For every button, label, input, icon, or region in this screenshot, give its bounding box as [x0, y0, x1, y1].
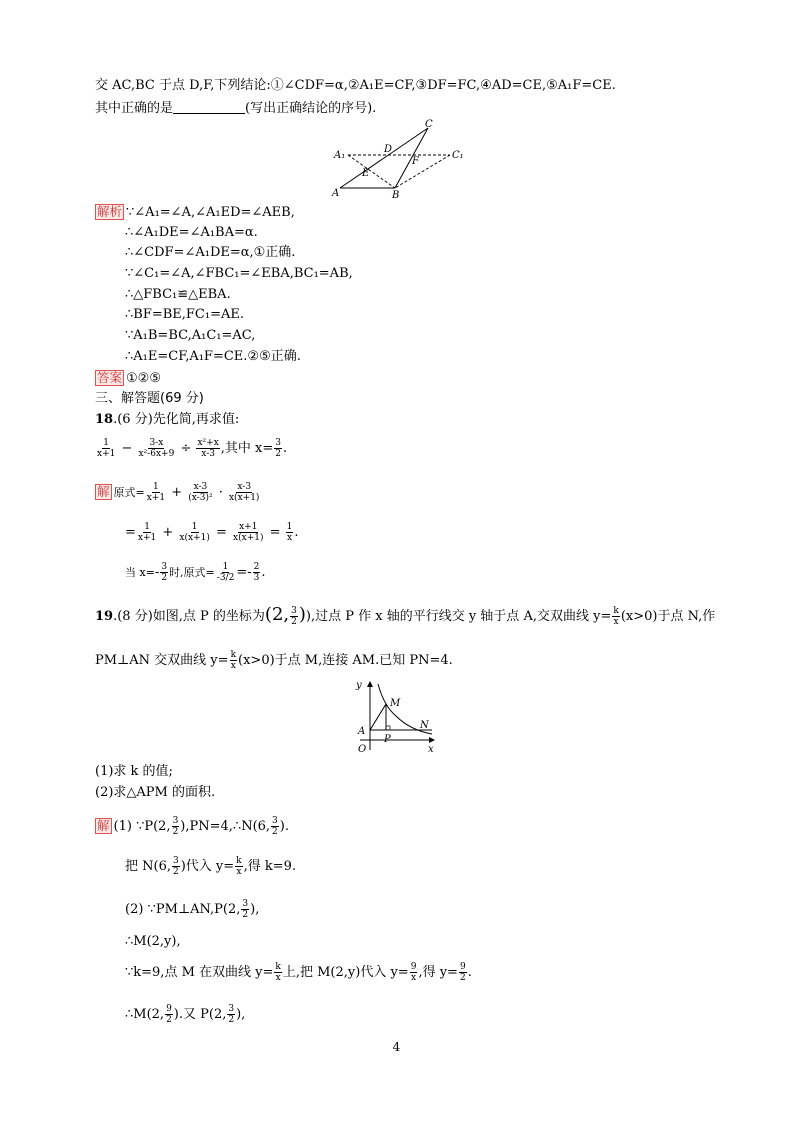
answer-blank: [173, 101, 245, 114]
solution-line: ∴△FBC₁≌△EBA.: [125, 287, 231, 302]
label-M: M: [390, 698, 401, 709]
label-A: A: [358, 726, 366, 737]
q18-solution-step2: = $\frac{1}{x+1}$ + $\frac{1}{x(x+1)}$ = $\frac{x+1}{x(x+1)}$ = $\frac{1}{x}$ .: [125, 522, 299, 543]
solution-line: ∵∠C₁=∠A,∠FBC₁=∠EBA,BC₁=AB,: [125, 266, 353, 281]
q19-solution-line: ∴M(2,y),: [125, 934, 181, 949]
q18-title: 18.(6 分)先化简,再求值:: [95, 412, 240, 427]
solution-line: ∴A₁E=CF,A₁F=CE.②⑤正确.: [125, 349, 301, 364]
label-O: O: [358, 744, 367, 755]
label-C1: C₁: [452, 150, 464, 161]
label-P: P: [384, 734, 391, 745]
q18-expression: $\frac{1}{x+1}$ − $\frac{3-x}{\text{x²-6x+9}}$ ÷ $\frac{\text{x²+x}}{x-3}$ ,其中 x= $\frac{3}{2}$ .: [97, 438, 288, 459]
answer-label: 答案: [97, 370, 123, 385]
q18-solution-step3: 当 x=- $\frac{3}{2}$ 时,原式= $\frac{1}{-3/2}$ =- $\frac{2}{3}$ .: [125, 562, 266, 583]
answer-line: 答案 ①②⑤: [97, 370, 161, 386]
q19-solution-line: 解 (1) ∵P(2, $\frac{3}{2}$ ),PN=4,∴N(6, $\frac{3}{2}$ ).: [97, 816, 289, 837]
solve-label: 解: [97, 818, 110, 833]
solve-label: 解: [97, 484, 110, 499]
label-B: B: [392, 190, 400, 200]
q19-text-line2: PM⊥AN 交双曲线 y= $\frac{k}{x}$ (x>0)于点 M,连接 AM.已知 PN=4.: [95, 650, 453, 671]
solution-line: 解析 ∵∠A₁=∠A,∠A₁ED=∠AEB,: [97, 204, 295, 220]
label-E: E: [362, 168, 370, 179]
solution-line: ∴∠CDF=∠A₁DE=α,①正确.: [125, 245, 296, 260]
q19-solution-line: ∵k=9,点 M 在双曲线 y= $\frac{k}{x}$ 上,把 M(2,y)代入 y= $\frac{9}{x}$ ,得 y= $\frac{9}{2}$ .: [125, 962, 472, 983]
q18-solution-step1: 解 原式= $\frac{1}{x+1}$ + $\frac{x-3}{\text{(x-3)²}}$ · $\frac{x-3}{x(x+1)}$: [97, 482, 260, 503]
q19-sub2: (2)求△APM 的面积.: [95, 785, 216, 800]
label-A: A: [332, 188, 340, 199]
section-heading: 三、解答题(69 分): [95, 391, 204, 406]
solution-line: ∵A₁B=BC,A₁C₁=AC,: [125, 328, 256, 343]
problem-text-line: 交 AC,BC 于点 D,F,下列结论:①∠CDF=α,②A₁E=CF,③DF=FC,④AD=CE,⑤A₁F=CE.: [95, 78, 616, 93]
q19-title: 19.(8 分)如图,点 P 的坐标为(2, $\frac{3}{2}$ )),过点 P 作 x 轴的平行线交 y 轴于点 A,交双曲线 y= $\frac{k}{x}$ (x>0)于点 N,作: [95, 604, 716, 627]
problem-text-line: 其中正确的是 (写出正确结论的序号).: [95, 101, 377, 116]
q19-sub1: (1)求 k 的值;: [95, 764, 173, 779]
q19-solution-line: 把 N(6, $\frac{3}{2}$ )代入 y= $\frac{k}{x}$ ,得 k=9.: [125, 856, 297, 877]
solution-label: 解析: [97, 204, 123, 219]
solution-line: ∴BF=BE,FC₁=AE.: [125, 307, 244, 322]
label-F: F: [412, 156, 419, 167]
page-number: 4: [392, 1040, 401, 1054]
label-x: x: [428, 744, 434, 755]
triangle-figure: [330, 118, 470, 200]
solution-line: ∴∠A₁DE=∠A₁BA=α.: [125, 225, 258, 240]
label-D: D: [384, 144, 393, 155]
q19-solution-line: (2) ∵PM⊥AN,P(2, $\frac{3}{2}$ ),: [125, 899, 260, 920]
hyperbola-figure: [348, 676, 440, 760]
label-C: C: [425, 119, 433, 130]
label-A1: A₁: [334, 150, 346, 161]
q19-solution-line: ∴M(2, $\frac{9}{2}$ ).又 P(2, $\frac{3}{2}$ ),: [125, 1004, 246, 1025]
label-N: N: [420, 720, 429, 731]
label-y: y: [356, 680, 362, 691]
